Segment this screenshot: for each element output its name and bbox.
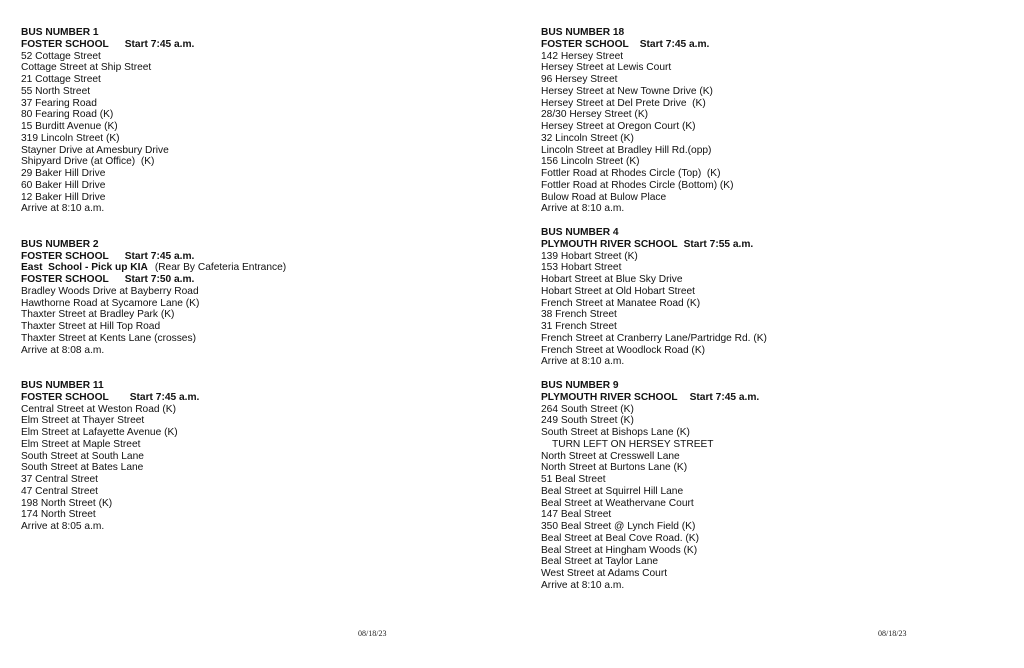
stop-line: Beal Street at Hingham Woods (K) xyxy=(541,544,698,556)
spacer xyxy=(21,368,491,380)
route-heading: BUS NUMBER 1 xyxy=(21,27,99,38)
stop-line: 174 North Street xyxy=(21,509,96,521)
school-line xyxy=(541,239,1011,251)
stop-line: Hobart Street at Blue Sky Drive xyxy=(541,274,683,286)
stop-line: Beal Street at Squirrel Hill Lane xyxy=(541,485,684,497)
route-block-bus-4 xyxy=(541,227,1011,368)
stop-line: 264 South Street (K) xyxy=(541,403,634,415)
stop-line: 32 Lincoln Street (K) xyxy=(541,132,634,144)
route-heading: BUS NUMBER 18 xyxy=(541,27,625,38)
stop-line: 350 Beal Street @ Lynch Field (K) xyxy=(541,521,696,533)
stop-line: 80 Fearing Road (K) xyxy=(21,109,114,121)
school-name: PLYMOUTH RIVER SCHOOL xyxy=(541,391,678,403)
stop-line: Elm Street at Maple Street xyxy=(21,438,141,450)
school-name: PLYMOUTH RIVER SCHOOL xyxy=(541,238,678,250)
stop-line: 37 Central Street xyxy=(21,474,99,486)
stop-line: Stayner Drive at Amesbury Drive xyxy=(21,144,169,156)
stop-line: Elm Street at Lafayette Avenue (K) xyxy=(21,427,178,439)
stop-line: French Street at Manatee Road (K) xyxy=(541,297,701,309)
stop-line: West Street at Adams Court xyxy=(541,568,668,580)
stop-line: 12 Baker Hill Drive xyxy=(21,191,106,203)
footer-date-right: 08/18/23 xyxy=(878,629,907,638)
route-block-bus-9 xyxy=(541,380,1011,592)
arrival-time: Arrive at 8:08 a.m. xyxy=(21,344,105,356)
stop-line: Thaxter Street at Hill Top Road xyxy=(21,321,161,333)
stop-line: 153 Hobart Street xyxy=(541,262,622,274)
school-name: FOSTER SCHOOL xyxy=(541,38,629,50)
stop-line: Fottler Road at Rhodes Circle (Bottom) (K) xyxy=(541,179,734,191)
stop-line: Beal Street at Weathervane Court xyxy=(541,497,694,509)
route-block-bus-18 xyxy=(541,27,1011,215)
school-line xyxy=(21,251,491,263)
pickup-note: (Rear By Cafeteria Entrance) xyxy=(154,262,287,274)
spacer xyxy=(21,215,491,227)
stop-line: Fottler Road at Rhodes Circle (Top) (K) xyxy=(541,168,721,180)
left-column xyxy=(21,27,491,533)
stop-line: 142 Hersey Street xyxy=(541,50,624,62)
stop-line: 96 Hersey Street xyxy=(541,74,618,86)
arrival-time: Arrive at 8:10 a.m. xyxy=(541,203,625,215)
school-line xyxy=(541,39,1011,51)
stop-line: 51 Beal Street xyxy=(541,474,606,486)
stop-line: Hawthorne Road at Sycamore Lane (K) xyxy=(21,297,200,309)
stop-line: Elm Street at Thayer Street xyxy=(21,415,145,427)
stop-line: Beal Street at Beal Cove Road. (K) xyxy=(541,532,699,544)
stop-line: French Street at Woodlock Road (K) xyxy=(541,344,706,356)
stop-line: Thaxter Street at Bradley Park (K) xyxy=(21,309,175,321)
stop-line: North Street at Burtons Lane (K) xyxy=(541,462,688,474)
spacer xyxy=(541,368,1011,380)
stop-line: 52 Cottage Street xyxy=(21,50,101,62)
school-line xyxy=(21,392,491,404)
stop-line: 21 Cottage Street xyxy=(21,74,101,86)
school-start-time: Start 7:45 a.m. xyxy=(689,391,760,403)
school-name: FOSTER SCHOOL xyxy=(21,250,109,262)
turn-instruction: TURN LEFT ON HERSEY STREET xyxy=(552,438,714,450)
arrival-time: Arrive at 8:10 a.m. xyxy=(541,356,625,368)
route-heading: BUS NUMBER 9 xyxy=(541,379,619,391)
stop-line: French Street at Cranberry Lane/Partridge Rd. (K) xyxy=(541,332,767,344)
stop-line: South Street at Bishops Lane (K) xyxy=(541,427,690,439)
school-start-time: Start 7:45 a.m. xyxy=(639,38,710,50)
route-heading: BUS NUMBER 11 xyxy=(21,379,104,391)
stop-line: 55 North Street xyxy=(21,85,91,97)
stop-line: Beal Street at Taylor Lane xyxy=(541,556,659,568)
route-heading: BUS NUMBER 2 xyxy=(21,238,99,250)
school-start-time: Start 7:50 a.m. xyxy=(124,274,195,286)
spacer xyxy=(21,227,491,239)
stop-line: Cottage Street at Ship Street xyxy=(21,62,152,74)
school-line xyxy=(21,274,491,286)
stop-line: 249 South Street (K) xyxy=(541,415,634,427)
stop-line: Bulow Road at Bulow Place xyxy=(541,191,667,203)
stop-line: South Street at Bates Lane xyxy=(21,462,144,474)
stop-line: North Street at Cresswell Lane xyxy=(541,450,680,462)
stop-line: 15 Burditt Avenue (K) xyxy=(21,121,118,133)
school-name: FOSTER SCHOOL xyxy=(21,391,109,403)
school-name: FOSTER SCHOOL xyxy=(21,274,109,286)
route-block-bus-2 xyxy=(21,239,491,357)
footer-date-left: 08/18/23 xyxy=(358,629,387,638)
school-start-time: Start 7:45 a.m. xyxy=(129,391,200,403)
stop-line: Bradley Woods Drive at Bayberry Road xyxy=(21,285,199,297)
stop-line: 31 French Street xyxy=(541,321,617,333)
stop-line: 139 Hobart Street (K) xyxy=(541,250,638,262)
stop-line: Hersey Street at Oregon Court (K) xyxy=(541,121,696,133)
stop-line: Hersey Street at Del Prete Drive (K) xyxy=(541,97,706,109)
spacer xyxy=(541,215,1011,227)
pickup-line xyxy=(21,262,491,274)
stop-line: Lincoln Street at Bradley Hill Rd.(opp) xyxy=(541,144,712,156)
stop-line: 319 Lincoln Street (K) xyxy=(21,132,120,144)
route-heading: BUS NUMBER 4 xyxy=(541,227,619,239)
stop-line: 38 French Street xyxy=(541,309,617,321)
spacer xyxy=(21,356,491,368)
route-block-bus-11 xyxy=(21,380,491,533)
school-start-time: Start 7:45 a.m. xyxy=(124,38,195,50)
stop-line: Thaxter Street at Kents Lane (crosses) xyxy=(21,332,196,344)
arrival-time: Arrive at 8:10 a.m. xyxy=(21,203,105,215)
stop-line: 60 Baker Hill Drive xyxy=(21,179,106,191)
school-line xyxy=(541,392,1011,404)
stop-line: Hobart Street at Old Hobart Street xyxy=(541,285,696,297)
stop-line: Shipyard Drive (at Office) (K) xyxy=(21,156,155,168)
stop-line: Hersey Street at New Towne Drive (K) xyxy=(541,85,713,97)
arrival-time: Arrive at 8:10 a.m. xyxy=(541,579,625,591)
school-start-time: Start 7:45 a.m. xyxy=(124,250,195,262)
stop-line: 156 Lincoln Street (K) xyxy=(541,156,640,168)
stop-line: 198 North Street (K) xyxy=(21,497,113,509)
stop-line: Hersey Street at Lewis Court xyxy=(541,62,672,74)
school-name: FOSTER SCHOOL xyxy=(21,38,109,50)
stop-line: South Street at South Lane xyxy=(21,450,144,462)
right-column xyxy=(541,27,1011,592)
stop-line: 47 Central Street xyxy=(21,485,99,497)
pickup-school: East School - Pick up KIA xyxy=(21,262,148,274)
stop-line: 28/30 Hersey Street (K) xyxy=(541,109,649,121)
school-line xyxy=(21,39,491,51)
arrival-time: Arrive at 8:05 a.m. xyxy=(21,521,105,533)
route-block-bus-1 xyxy=(21,27,491,215)
stop-line: Central Street at Weston Road (K) xyxy=(21,403,176,415)
stop-line: 29 Baker Hill Drive xyxy=(21,168,106,180)
stop-line: 147 Beal Street xyxy=(541,509,612,521)
stop-line: 37 Fearing Road xyxy=(21,97,97,109)
school-start-time: Start 7:55 a.m. xyxy=(683,238,754,250)
